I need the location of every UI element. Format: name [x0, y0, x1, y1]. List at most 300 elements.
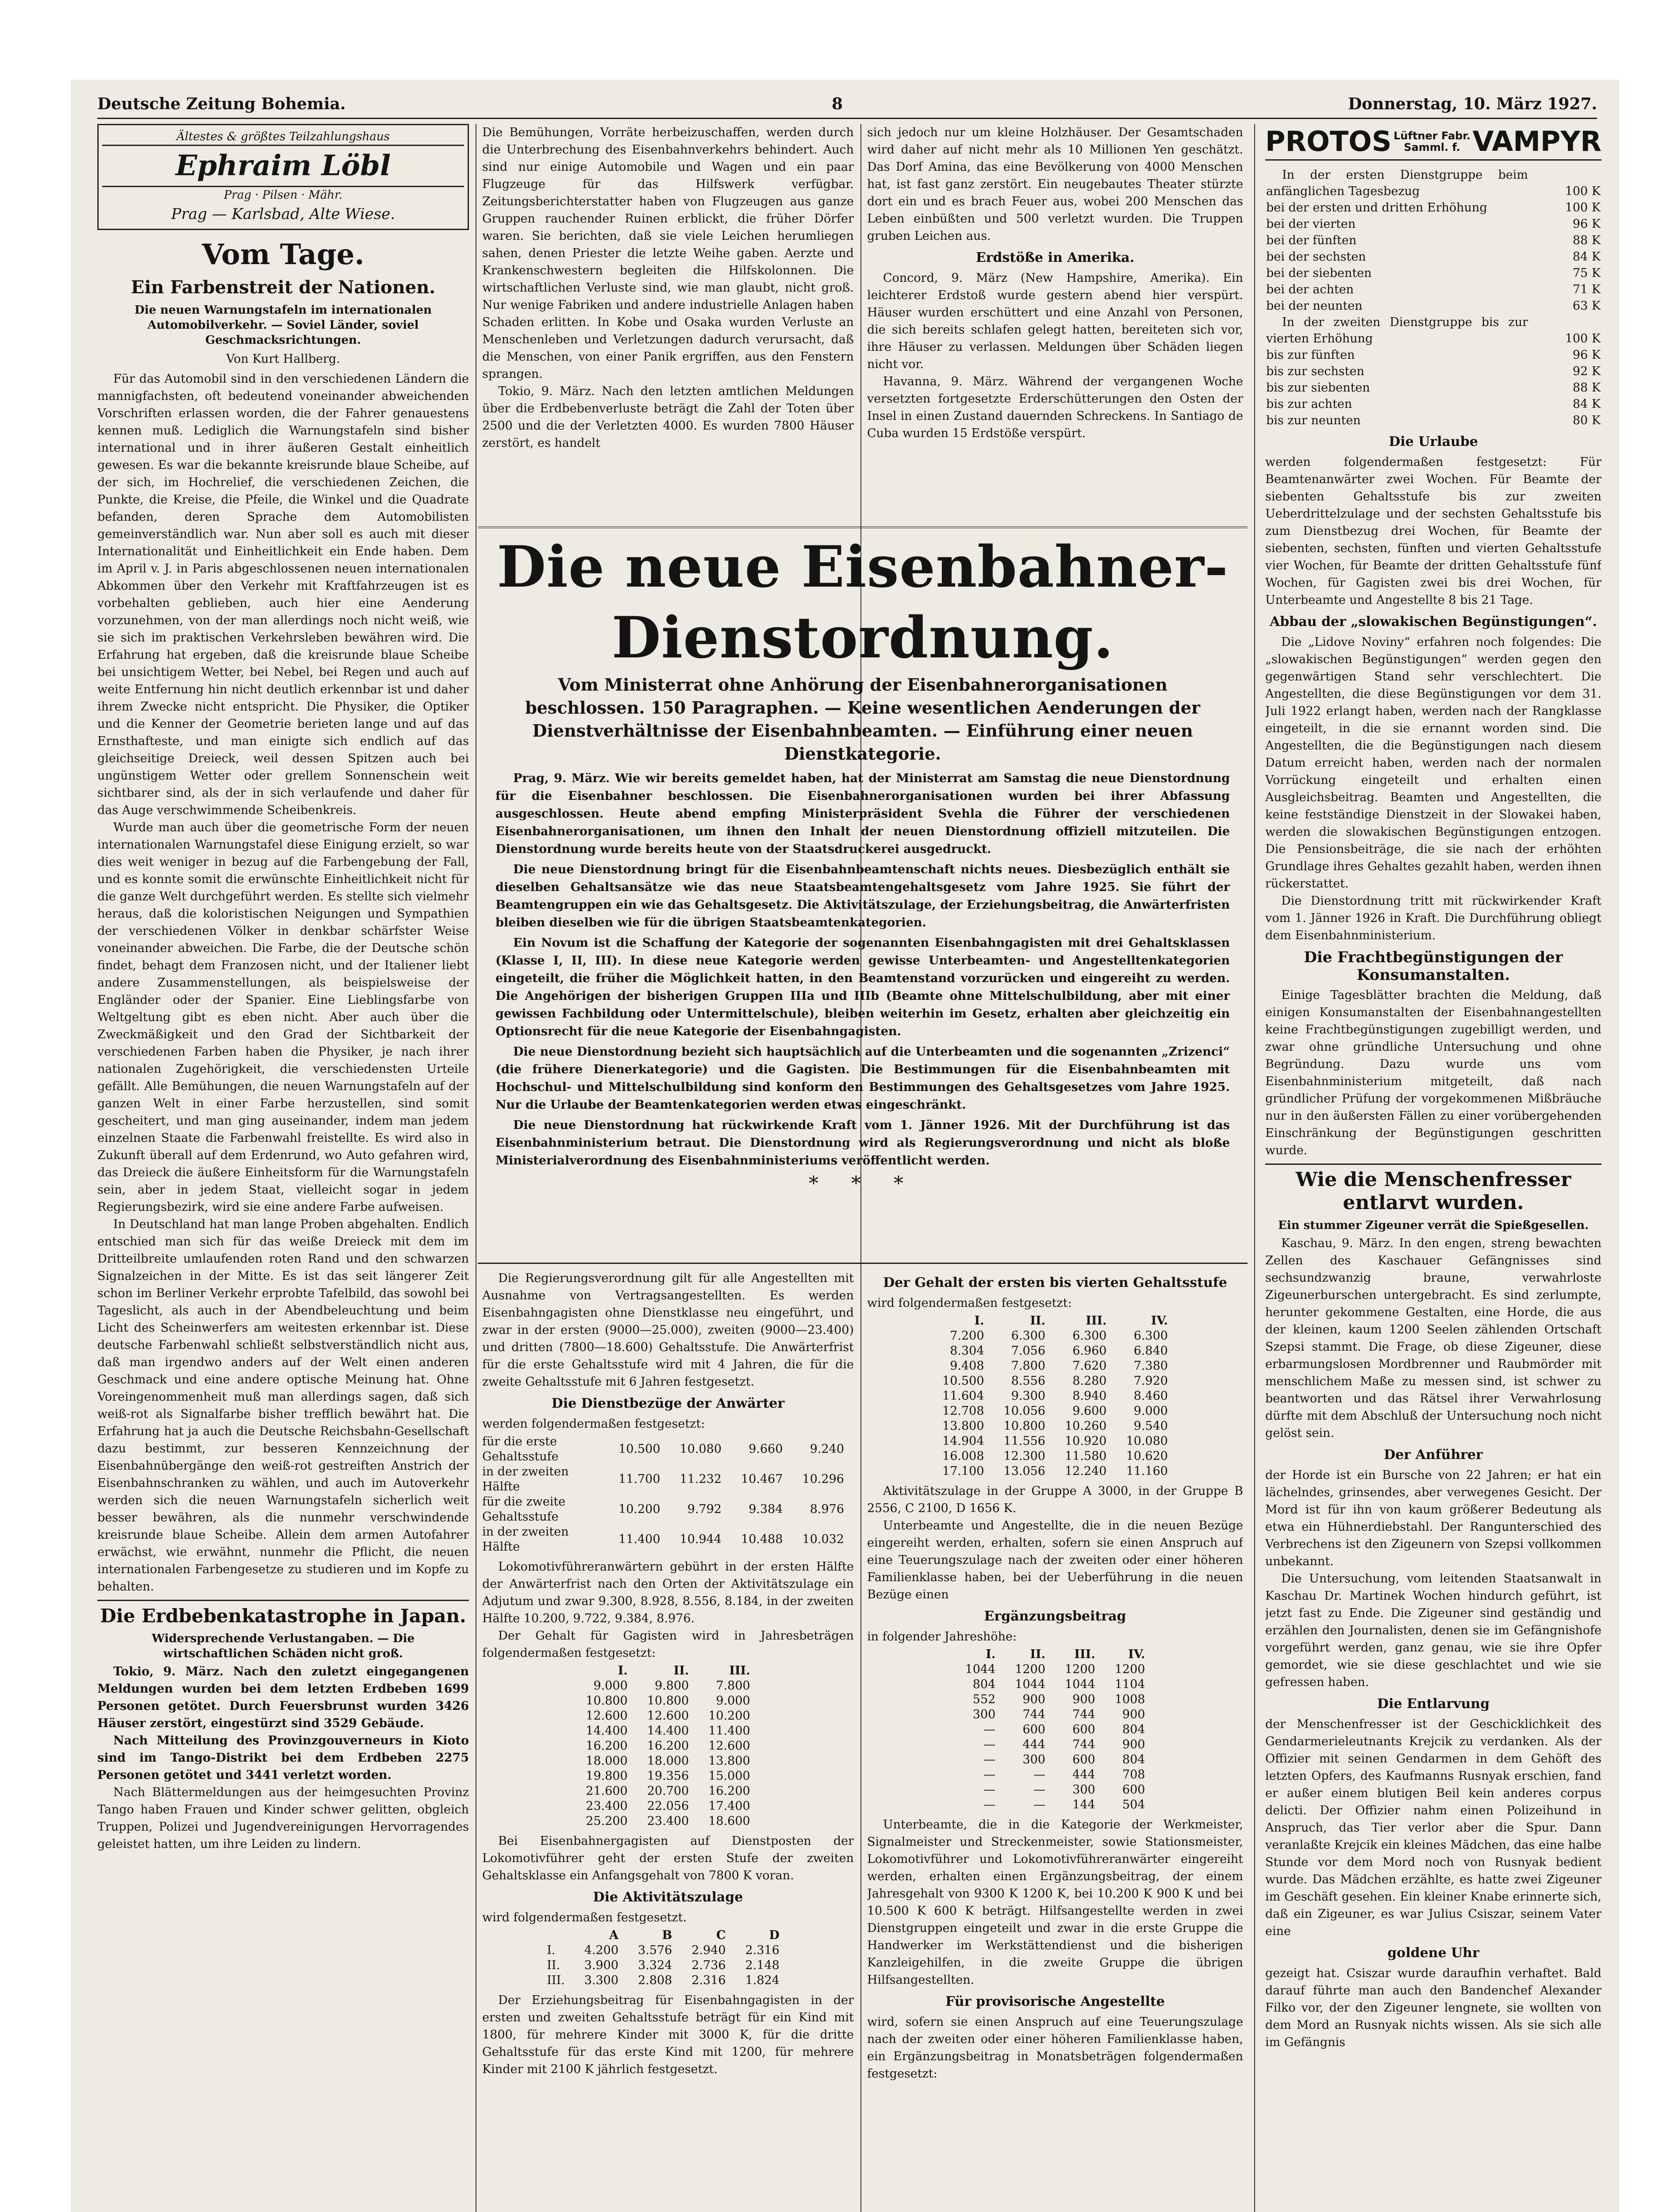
- table-cell: 9.300: [1011, 1389, 1045, 1403]
- table-cell: 10.500: [942, 1374, 984, 1388]
- table-cell: 11.700: [618, 1472, 660, 1486]
- column-header: A: [609, 1928, 618, 1942]
- rate-label: bis zur siebenten: [1266, 381, 1370, 395]
- table-row: [1265, 363, 1601, 380]
- paragraph: gezeigt hat. Csiszar wurde daraufhin verhaftet. Bald darauf führte man auch den Bandenchef Alexander Filko vor, der den Zigeuner lengnete, sie wollten von dem Mord an Rusnyak nichts wissen. Als sie sich alle im Gefängnis: [1265, 1966, 1601, 2049]
- table-cell: 7.800: [716, 1679, 750, 1693]
- table-cell: 11.160: [1126, 1464, 1168, 1478]
- divider: [97, 1600, 469, 1601]
- table-cell: 15.000: [708, 1769, 750, 1783]
- table-row: [1265, 412, 1601, 429]
- rate-value: 96 K: [1572, 348, 1601, 362]
- column-2-top: [482, 124, 854, 522]
- table-cell: 144: [1072, 1798, 1095, 1812]
- table-row: [933, 1389, 1178, 1404]
- table-cell: 9.384: [749, 1502, 783, 1516]
- table-cell: 23.400: [586, 1799, 628, 1813]
- table-cell: 10.800: [586, 1694, 628, 1708]
- heading-anwaerter: Die Dienstbezüge der Anwärter: [551, 1396, 785, 1411]
- table-cell: 744: [1072, 1708, 1095, 1721]
- table-row: [576, 1724, 760, 1739]
- table-cell: 11.580: [1065, 1449, 1107, 1463]
- table-cell: 10.800: [1003, 1419, 1045, 1433]
- table-row: [956, 1662, 1155, 1677]
- row-label: I.: [547, 1943, 556, 1957]
- table-row: [933, 1449, 1178, 1464]
- row-label: in der zweiten Hälfte: [482, 1525, 569, 1554]
- paragraph: Nach Mitteilung des Provinzgouverneurs in Kioto sind im Tango-Distrikt bei dem Erdbeben 2275 Personen getötet und 3441 verletzt worden.: [97, 1734, 469, 1782]
- column-header: B: [662, 1928, 672, 1942]
- rate-value: 96 K: [1572, 217, 1601, 231]
- paragraph: Die Bemühungen, Vorräte herbeizuschaffen, werden durch die Unterbrechung des Eisenbahnverkehrs behindert. Auch sind nur einige Automobile und Wagen und ein paar Flugzeuge für das Hilfswerk verfügbar. Zeitungsberichterstatter haben von Flugzeugen aus ganze Gruppen rauchender Ruinen erblickt, die früher Dörfer waren. Sie berichten, daß sie viele Leichen herumliegen sahen, denen Priester die letzte Weihe gaben. Aerzte und Krankenschwestern begleiten die Hilfskolonnen. Die wirtschaftlichen Verluste sind, wie man glaubt, nicht groß. Nur wenige Fabriken und andere industrielle Anlagen haben Schaden erlitten. In Kobe und Osaka wurden Verluste an Menschenleben und Verletzungen dadurch verursacht, daß die Menschen, von einer Panik ergriffen, aus den Fenstern sprangen.: [482, 126, 854, 381]
- newspaper-page: [71, 80, 1619, 2212]
- column-header: II.: [1030, 1314, 1045, 1328]
- table-row: [933, 1374, 1178, 1389]
- divider: [1265, 1164, 1601, 1165]
- heading-gehalt: Der Gehalt der ersten bis vierten Gehaltsstufe: [883, 1275, 1227, 1290]
- table-cell: 1200: [1065, 1663, 1095, 1676]
- paragraph: Die Regierungsverordnung gilt für alle Angestellten mit Ausnahme von Vertragsangestellten. Es werden Eisenbahngagisten ohne Dienstklasse neu eingeführt, und zwar in der ersten (9000—25.000), zweiten (9000—23.400) und dritten (7800—18.600) Gehaltsstufe. Die Anwärterfrist für die erste Gehaltsstufe wird mit 4 Jahren, die für die zweite Gehaltsstufe mit 6 Jahren festgesetzt.: [482, 1271, 854, 1389]
- table-cell: 900: [1122, 1738, 1145, 1751]
- paragraph: Tokio, 9. März. Nach den zuletzt eingegangenen Meldungen wurden bei dem letzten Erdbeben 1699 Personen getötet. Durch Feuersbrunst wurden 3426 Häuser zerstört, eingestürzt sind 3529 Gebäude.: [97, 1665, 469, 1730]
- table-anwaerter: [482, 1434, 854, 1555]
- paragraph: Tokio, 9. März. Nach den letzten amtlichen Meldungen über die Erdbebenverluste beträgt die Zahl der Toten über 2500 und die der Verletzten 4000. Es wurden 7800 Häuser zerstört, es handelt: [482, 384, 854, 450]
- article-title-japan: Die Erdbebenkatastrophe in Japan.: [100, 1605, 466, 1627]
- table-cell: 10.467: [741, 1472, 783, 1486]
- table-cell: 17.100: [942, 1464, 984, 1478]
- table-cell: 16.200: [708, 1784, 750, 1798]
- table-row: [956, 1752, 1155, 1767]
- header-rule: [97, 118, 1597, 119]
- table-rates-group-1: [1265, 167, 1601, 314]
- table-cell: 11.556: [1003, 1434, 1045, 1448]
- table-row: [933, 1464, 1178, 1479]
- table-cell: 18.000: [647, 1754, 689, 1768]
- rate-label: bei der achten: [1266, 283, 1354, 296]
- heading-frachtbeguenstigungen: Die Frachtbegünstigungen der Konsumanstalten.: [1304, 949, 1563, 984]
- table-cell: —: [983, 1798, 996, 1812]
- table-cell: 7.920: [1133, 1374, 1168, 1388]
- table-cell: 2.148: [745, 1959, 779, 1972]
- paragraph: Die neue Dienstordnung hat rückwirkende Kraft vom 1. Jänner 1926. Mit der Durchführung ist das Eisenbahnministerium betraut. Die Dienstordnung wird als Regierungsverordnung und nicht als bloße Ministerialverordnung des Eisenbahnministeriums veröffentlicht werden.: [495, 1118, 1230, 1167]
- byline: Von Kurt Hallberg.: [226, 352, 340, 366]
- table-cell: 11.232: [680, 1472, 722, 1486]
- table-row: [956, 1677, 1155, 1692]
- paragraph: Die neue Dienstordnung bringt für die Eisenbahnbeamtenschaft nichts neues. Diesbezüglich enthält sie dieselben Gehaltsansätze wie das neue Staatsbeamtengehaltsgesetz vom Jahre 1925. Sie führt der Beamtengruppen ein wie das Gehaltsgesetz. Die Aktivitätszulage, der Erziehungsbeitrag, die Anwärterfristen bleiben dieselben wie für die übrigen Staatsbeamtenkategorien.: [495, 863, 1230, 929]
- table-cell: 8.304: [950, 1344, 984, 1358]
- table-row: [956, 1782, 1155, 1797]
- rate-label: bei der sechsten: [1266, 250, 1366, 264]
- column-header: II.: [1030, 1647, 1045, 1661]
- table-cell: 8.940: [1072, 1389, 1107, 1403]
- row-label: in der zweiten Hälfte: [482, 1465, 569, 1494]
- article-subtitle-farbenstreit: Die neuen Warnungstafeln im internationalen Automobilverkehr. — Soviel Länder, soviel Geschmacksrichtungen.: [134, 303, 432, 347]
- table-row: [576, 1754, 760, 1769]
- column-rule-3: [1254, 124, 1255, 2212]
- table-cell: 23.400: [647, 1814, 689, 1828]
- table-cell: 19.356: [647, 1769, 689, 1783]
- table-row: [482, 1434, 854, 1464]
- table-cell: 1008: [1114, 1693, 1145, 1706]
- heading-entlarvung: Die Entlarvung: [1377, 1696, 1490, 1712]
- heading-abbau: Abbau der „slowakischen Begünstigungen“.: [1270, 614, 1597, 630]
- rate-label: bis zur neunten: [1266, 414, 1361, 427]
- table-cell: 900: [1022, 1693, 1045, 1706]
- table-rates-group-2: [1265, 314, 1601, 429]
- table-cell: 1200: [1114, 1663, 1145, 1676]
- table-cell: 1044: [1015, 1678, 1045, 1691]
- table-row: [576, 1678, 760, 1694]
- row-label: für die zweite Gehaltsstufe: [482, 1495, 566, 1524]
- rate-label: bis zur sechsten: [1266, 365, 1364, 378]
- column-header: III.: [1086, 1314, 1107, 1328]
- section-heading: Vom Tage.: [202, 238, 365, 271]
- paragraph: Unterbeamte und Angestellte, die in die neuen Bezüge eingereiht werden, erhalten, sofern sie einen Anspruch auf eine Teuerungszulage nach der zweiten oder einer höheren Familienklasse haben, bei der Ueberführung in die neuen Bezüge einen: [867, 1519, 1243, 1601]
- row-label: II.: [547, 1959, 561, 1972]
- heading-goldene-uhr: goldene Uhr: [1387, 1945, 1479, 1961]
- table-cell: 10.260: [1065, 1419, 1107, 1433]
- rate-label: bei der fünften: [1266, 234, 1357, 247]
- paragraph: Nach Blättermeldungen aus der heimgesuchten Provinz Tango haben Frauen und Kinder schwer gelitten, obgleich Truppen, Polizei und Jugendvereinigungen Hervorragendes geleistet hatten, um ihre Leiden zu lindern.: [97, 1786, 469, 1851]
- rate-value: 100 K: [1565, 184, 1601, 198]
- paragraph: Die „Lidove Noviny“ erfahren noch folgendes: Die „slowakischen Begünstigungen“ werden gegen den gegenwärtigen Stand sehr verschlechtert. Die Angestellten, die diese Begünstigungen vor dem 31. Juli 1922 erlangt haben, werden nach der Rangklasse eingeteilt, in die sie ernannt worden sind. Die Angestellten, die die Begünstigungen nach diesem Datum erreicht haben, werden nach der normalen Vorrückung eingeteilt und erhalten einen Ausgleichsbeitrag. Beamten und Angestellten, die keine festständige Dienstzeit in der Slowakei haben, werden die slowakischen Begünstigungen entzogen. Die Pensionsbeiträge, die sie nach der erhöhten Grundlage ihres Gehaltes gezahlt haben, werden ihnen rückerstattet.: [1265, 635, 1601, 891]
- table-cell: 10.032: [802, 1532, 844, 1546]
- paragraph: in folgender Jahreshöhe:: [867, 1630, 1017, 1644]
- paragraph: Wurde man auch über die geometrische Form der neuen internationalen Warnungstafel diese Einigung erzielt, so war dies weit weniger in bezug auf die Farbengebung der Fall, und es konnte somit die erwünschte Einheitlichkeit nicht für die ganze Welt durchgeführt werden. Es stellte sich vielmehr heraus, daß die koloristischen Neigungen und Sympathien der verschiedenen Völker in denkbar schärfster Weise voneinander abweichen. Die Farbe, die der Deutsche schön findet, behagt dem Franzosen nicht, und der Italiener liebt andere Zusammenstellungen, als beispielsweise der Engländer oder der Spanier. Eine Lieblingsfarbe von Weltgeltung gibt es eben nicht. Aber auch über die Zweckmäßigkeit und den Grad der Sichtbarkeit der verschiedenen Farben haben die Physiker, je nach ihrer nationalen Zugehörigkeit, die verschiedensten Urteile gefällt. Alle Bemühungen, die neuen Warnungstafeln auf der ganzen Welt in einer Farbe herzustellen, sind somit gescheitert, und man ging auseinander, indem man jedem einzelnen Staate die Farbenwahl freistellte. Es wird also in Zukunft überall auf dem Erdenrund, wo Auto gefahren wird, das Dreieck die äußere Einheitsform für die Warnungstafeln sein, aber in jedem Staat, vielleicht sogar in jedem Regierungsbezirk, wird sie eine andere Farbe aufweisen.: [97, 821, 469, 1214]
- table-row: [956, 1767, 1155, 1782]
- table-cell: 8.556: [1011, 1374, 1045, 1388]
- table-row: [1265, 281, 1601, 298]
- table-cell: 2.316: [745, 1943, 779, 1957]
- table-ergaenzungsbeitrag: [956, 1647, 1155, 1813]
- paragraph: Lokomotivführeranwärtern gebührt in der ersten Hälfte der Anwärterfrist nach den Orten der Aktivitätszulage ein Adjutum und zwar 9.300, 8.928, 8.556, 8.184, in der zweiten Hälfte 10.200, 9.722, 9.384, 8.976.: [482, 1560, 854, 1625]
- table-cell: 14.400: [586, 1724, 628, 1738]
- table-cell: 10.056: [1003, 1404, 1045, 1418]
- table-cell: 600: [1072, 1723, 1095, 1736]
- table-cell: 600: [1122, 1783, 1145, 1797]
- table-cell: 6.960: [1072, 1344, 1107, 1358]
- table-row: [956, 1722, 1155, 1737]
- article-title-farbenstreit: Ein Farbenstreit der Nationen.: [131, 277, 436, 298]
- table-cell: 9.000: [593, 1679, 628, 1693]
- rate-value: 100 K: [1565, 332, 1601, 346]
- table-cell: 1104: [1114, 1678, 1145, 1691]
- table-cell: 10.500: [618, 1442, 660, 1456]
- rate-value: 80 K: [1572, 414, 1601, 427]
- main-article-box: [478, 526, 1248, 1264]
- table-cell: 3.324: [638, 1959, 672, 1972]
- table-cell: 8.280: [1072, 1374, 1107, 1388]
- table-cell: 10.080: [680, 1442, 722, 1456]
- column-header: IV.: [1151, 1314, 1168, 1328]
- table-cell: 504: [1122, 1798, 1145, 1812]
- table-cell: 600: [1022, 1723, 1045, 1736]
- paragraph: sich jedoch nur um kleine Holzhäuser. Der Gesamtschaden wird daher auf nicht mehr als 10 Millionen Yen geschätzt. Das Dorf Amina, das eine Bevölkerung von 4000 Menschen hat, ist fast ganz zerstört. Ein neugebautes Theater stürzte dort ein und es brach Feuer aus, wobei 200 Menschen das Leben einbüßten und 500 verletzt wurden. Die Truppen gruben Leichen aus.: [867, 126, 1243, 243]
- column-header: III.: [1074, 1647, 1095, 1661]
- table-cell: 10.944: [680, 1532, 722, 1546]
- table-cell: 11.400: [618, 1532, 660, 1546]
- main-article-title: Die neue Eisenbahner-Dienstordnung.: [497, 534, 1229, 671]
- table-cell: 7.800: [1011, 1359, 1045, 1373]
- table-row: [956, 1692, 1155, 1707]
- table-row: [547, 1958, 789, 1973]
- rate-label: bei der neunten: [1266, 299, 1363, 313]
- rate-label: In der ersten Dienstgruppe beim anfänglichen Tagesbezug: [1266, 168, 1528, 198]
- masthead-paper-name: Deutsche Zeitung Bohemia.: [97, 95, 346, 113]
- table-row: [482, 1464, 854, 1494]
- table-cell: 444: [1072, 1768, 1095, 1782]
- paragraph: Havanna, 9. März. Während der vergangenen Woche versetzten fortgesetzte Erderschütterungen den Osten der Insel in einen Zustand dauernden Schreckens. In Santiago de Cuba wurden 15 Erdstöße verspürt.: [867, 375, 1243, 440]
- paragraph: Einige Tagesblätter brachten die Meldung, daß einigen Konsumanstalten der Eisenbahnangestellten keine Frachtbegünstigungen zugebilligt werden, und zwar ohne gründliche Untersuchung und ohne Begründung. Dazu wurde uns vom Eisenbahnministerium mitgeteilt, daß nach gründlicher Prüfung der vorgekommenen Mißbräuche nur in den äußersten Fällen zu einer vorübergehenden Einschränkung der Begünstigungen geschritten wurde.: [1265, 988, 1601, 1157]
- article-subtitle-japan: Widersprechende Verlustangaben. — Die wirtschaftlichen Schäden nicht groß.: [151, 1632, 415, 1660]
- table-row: [956, 1737, 1155, 1752]
- rate-value: 92 K: [1572, 365, 1601, 378]
- table-cell: 10.200: [618, 1502, 660, 1516]
- table-row: [956, 1707, 1155, 1722]
- table-cell: 16.200: [647, 1739, 689, 1753]
- table-row: [576, 1769, 760, 1784]
- table-cell: 804: [1122, 1723, 1145, 1736]
- table-cell: 3.300: [584, 1974, 618, 1987]
- column-header: I.: [974, 1314, 984, 1328]
- ad-protos-mid: Lüftner Fabr. Samml. f.: [1394, 130, 1471, 154]
- heading-aktivitaetszulage: Die Aktivitätszulage: [593, 1889, 743, 1905]
- paragraph: Aktivitätszulage in der Gruppe A 3000, in der Gruppe B 2556, C 2100, D 1656 K.: [867, 1484, 1243, 1515]
- table-cell: 444: [1022, 1738, 1045, 1751]
- rate-label: bei der vierten: [1266, 217, 1356, 231]
- table-cell: 12.600: [708, 1739, 750, 1753]
- table-cell: 11.400: [708, 1724, 750, 1738]
- page-number: 8: [832, 95, 843, 113]
- paragraph: Ein Novum ist die Schaffung der Kategorie der sogenannten Eisenbahngagisten mit drei Gehaltsklassen (Klasse I, II, III). In diese neue Kategorie werden gewisse Unterbeamten- und Angestelltenkategorien eingeteilt, die früher die Möglichkeit hatten, in den Beamtenstand vorzurücken und eingereiht zu werden. Die Angehörigen der bisherigen Gruppen IIIa und IIIb (Beamte ohne Mittelschulbildung, aber mit einer gewissen Fachbildung oder Untermittelschule), bleiben weiterhin im Gesetz, erhalten aber gleichzeitig ein Optionsrecht für die neue Kategorie der Eisenbahngagisten.: [495, 936, 1230, 1038]
- table-cell: 9.000: [1133, 1404, 1168, 1418]
- heading-ergaenzungsbeitrag: Ergänzungsbeitrag: [984, 1609, 1126, 1624]
- table-cell: 4.200: [584, 1943, 618, 1957]
- ad-protos-left: PROTOS: [1265, 125, 1392, 157]
- table-cell: 9.792: [687, 1502, 722, 1516]
- paragraph: wird folgendermaßen festgesetzt.: [482, 1911, 687, 1924]
- paragraph: der Menschenfresser ist der Geschicklichkeit des Gendarmerieleutnants Krejcik zu verdanken. Als der Offizier mit seinen Gendarmen in dem Gehöft des letzten Opfers, des Kaufmanns Rusnyak erschien, fand er außer einem blutigen Beil kein anderes corpus delicti. Der Offizier nahm einen Polizeihund in Anspruch, das Tier verlor aber die Spur. Dann veranlaßte Krejcik ein kleines Mädchen, das eine halbe Stunde vor dem Mord noch von Rusnyak bedient wurde. Das Mädchen erzählte, es hatte zwei Zigeuner im Geschäft gesehen. Ein kleiner Knabe erinnerte sich, daß ein Zigeuner, es war Julius Csiszar, seinem Vater eine: [1265, 1717, 1601, 1938]
- column-header: I.: [986, 1647, 996, 1661]
- rate-value: 75 K: [1572, 266, 1601, 280]
- column-header: II.: [673, 1664, 689, 1678]
- column-header: III.: [729, 1664, 750, 1678]
- table-cell: 900: [1122, 1708, 1145, 1721]
- table-cell: 1044: [965, 1663, 996, 1676]
- advertisement-protos: [1265, 124, 1601, 161]
- table-cell: 3.576: [638, 1943, 672, 1957]
- table-row: [1265, 396, 1601, 412]
- table-cell: 2.736: [691, 1959, 726, 1972]
- paragraph: wird folgendermaßen festgesetzt:: [867, 1296, 1072, 1310]
- table-row: [933, 1419, 1178, 1434]
- table-cell: 6.300: [1072, 1329, 1107, 1343]
- table-row: [576, 1814, 760, 1829]
- main-article-body: [478, 765, 1248, 1170]
- table-row: [1265, 216, 1601, 232]
- table-cell: 744: [1022, 1708, 1045, 1721]
- table-cell: 9.240: [810, 1442, 844, 1456]
- table-row: [1265, 249, 1601, 265]
- heading-anfuehrer: Der Anführer: [1384, 1447, 1483, 1463]
- rate-value: 63 K: [1572, 299, 1601, 313]
- table-row: [933, 1344, 1178, 1359]
- paragraph: Concord, 9. März (New Hampshire, Amerika). Ein leichterer Erdstoß wurde gestern abend hier verspürt. Häuser wurden erschüttert und eine Anzahl von Personen, die sich bereits schlafen gelegt hatten, bereiteten sich vor, ihre Häuser zu verlassen. Meldungen über Schäden liegen nicht vor.: [867, 271, 1243, 371]
- masthead-date: Donnerstag, 10. März 1927.: [1348, 95, 1597, 113]
- table-cell: —: [983, 1768, 996, 1782]
- section-stars: * * *: [809, 1172, 917, 1195]
- rate-label: In der zweiten Dienstgruppe bis zur vierten Erhöhung: [1266, 315, 1528, 346]
- paragraph: In Deutschland hat man lange Proben abgehalten. Endlich entschied man sich für das weiße Dreieck mit dem im Dritteilbreite umlaufenden roten Rand und den schwarzen Signalzeichen in der Mitte. Es ist das seit längerer Zeit schon im Berliner Verkehr erprobte Tafelbild, das sowohl bei Tageslicht, als auch in der Abendbeleuchtung und beim Licht des Scheinwerfers am weitesten erkennbar ist. Diese deutsche Farbenwahl schließt selbstverständlich nicht aus, daß man irgendwo anders auf der Welt einen anderen Geschmack und eine andere optische Meinung hat. Ohne Voreingenommenheit muß man allerdings sagen, daß sich weiß-rot als Signalfarbe bisher trefflich bewährt hat. Die Erfahrung hat ja auch die Deutsche Reichsbahn-Gesellschaft dazu bestimmt, zur besseren Kennzeichnung der Eisenbahnübergänge den weiß-rot gestreiften Anstrich der Eisenbahnschranken zu wählen, und auch im Autoverkehr werden sich die neuen Warnungstafeln sicherlich weit besser bewähren, als die nunmehr verschwindende kreisrunde blaue Scheibe. Allein dem armen Autofahrer erwächst, wie erwähnt, nunmehr die Pflicht, die neuen internationalen Farbengesetze zu studieren und im Kopfe zu behalten.: [97, 1217, 469, 1594]
- article-title-menschenfresser: Wie die Menschenfresser entlarvt wurden.: [1295, 1168, 1571, 1214]
- table-row: [547, 1973, 789, 1988]
- table-cell: —: [983, 1783, 996, 1797]
- table-cell: 12.300: [1003, 1449, 1045, 1463]
- table-cell: 11.604: [942, 1389, 984, 1403]
- table-cell: 12.240: [1065, 1464, 1107, 1478]
- table-cell: 6.300: [1133, 1329, 1168, 1343]
- table-cell: 13.800: [942, 1419, 984, 1433]
- table-cell: 9.800: [654, 1679, 689, 1693]
- table-cell: 3.900: [584, 1959, 618, 1972]
- table-row: [576, 1739, 760, 1754]
- table-cell: 16.200: [586, 1739, 628, 1753]
- table-row: [1265, 200, 1601, 216]
- heading-urlaube: Die Urlaube: [1389, 434, 1478, 449]
- table-cell: 9.600: [1072, 1404, 1107, 1418]
- table-cell: 12.600: [647, 1709, 689, 1723]
- rate-value: 88 K: [1572, 234, 1601, 247]
- table-row: [576, 1694, 760, 1709]
- table-cell: 300: [972, 1708, 996, 1721]
- row-label: III.: [547, 1974, 565, 1987]
- article-subtitle-menschenfresser: Ein stummer Zigeuner verrät die Spießgesellen.: [1278, 1219, 1589, 1232]
- table-row: [1265, 380, 1601, 396]
- table-cell: 10.080: [1126, 1434, 1168, 1448]
- table-cell: —: [1033, 1768, 1045, 1782]
- table-row: [576, 1709, 760, 1724]
- table-cell: 552: [972, 1693, 996, 1706]
- table-cell: 25.200: [586, 1814, 628, 1828]
- paragraph: Prag, 9. März. Wie wir bereits gemeldet haben, hat der Ministerrat am Samstag die neue Dienstordnung für die Eisenbahner beschlossen. Die Eisenbahnerorganisationen wurden bei ihrer Abfassung ausgeschlossen. Heute abend empfing Ministerpräsident Svehla die Führer der verschiedenen Eisenbahnerorganisationen, um ihnen den Inhalt der neuen Dienstordnung offiziell mitzuteilen. Die Dienstordnung wurde bereits heute von der Staatsdruckerei ausgedruckt.: [495, 772, 1230, 856]
- table-row: [1265, 347, 1601, 363]
- table-cell: 2.808: [638, 1974, 672, 1987]
- table-cell: —: [983, 1738, 996, 1751]
- table-cell: 2.940: [691, 1943, 726, 1957]
- table-row: [956, 1797, 1155, 1813]
- table-cell: 600: [1072, 1753, 1095, 1767]
- paragraph: Der Erziehungsbeitrag für Eisenbahngagisten in der ersten und zweiten Gehaltsstufe beträgt für ein Kind mit 1800, für mehrere Kinder mit 3000 K, für die dritte Gehaltsstufe für das erste Kind mit 1200, für mehrere Kinder mit 2100 K jährlich festgesetzt.: [482, 1993, 854, 2076]
- table-row: [482, 1494, 854, 1525]
- paragraph: Unterbeamte, die in die Kategorie der Werkmeister, Signalmeister und Streckenmeister, sowie Stationsmeister, Lokomotivführer und Lokomotivführeranwärter eingereiht werden, erhalten einen Ergänzungsbeitrag, der einem Jahresgehalt von 9300 K 1200 K, bei 10.200 K 900 K und bei 10.500 K 600 K beträgt. Hilfsangestellte werden in zwei Dienstgruppen eingeteilt und zwar in die erste Gruppe die Handwerker im Werkstättendienst und die bisherigen Kanzleigehilfen, in die zweite Gruppe die übrigen Hilfsangestellten.: [867, 1818, 1243, 1987]
- article-title-amerika: Erdstöße in Amerika.: [975, 250, 1135, 265]
- rate-value: 84 K: [1572, 250, 1601, 264]
- table-cell: 14.904: [942, 1434, 984, 1448]
- table-row: [1265, 232, 1601, 249]
- main-article-subtitle: Vom Ministerrat ohne Anhörung der Eisenbahnerorganisationen beschlossen. 150 Paragraphen. — Keine wesentlichen Aenderungen der Dienstverhältnisse der Eisenbahnbeamten. — Einführung einer neuen Dienstkategorie.: [525, 675, 1200, 764]
- rate-label: bis zur fünften: [1266, 348, 1355, 362]
- table-row: [933, 1434, 1178, 1449]
- ad-logo-text: Ephraim Löbl: [102, 145, 464, 187]
- table-cell: 10.200: [708, 1709, 750, 1723]
- table-cell: 7.380: [1133, 1359, 1168, 1373]
- paragraph: Die Dienstordnung tritt mit rückwirkender Kraft vom 1. Jänner 1926 in Kraft. Die Durchführung obliegt dem Eisenbahnministerium.: [1265, 894, 1601, 942]
- table-cell: 6.840: [1133, 1344, 1168, 1358]
- table-row: [547, 1943, 789, 1958]
- table-cell: 708: [1122, 1768, 1145, 1782]
- paragraph: Die Untersuchung, vom leitenden Staatsanwalt in Kaschau Dr. Martinek Wochen hindurch geführt, ist jetzt fast zu Ende. Die Zigeuner sind geständig und erzählen den Journalisten, denen sie im Gefängnishofe vorgeführt werden, ganz genau, wie sie ihre Opfer gemordet, wie sie diese geschlachtet und wie sie gefressen haben.: [1265, 1572, 1601, 1689]
- table-cell: 9.000: [716, 1694, 750, 1708]
- table-row: [1265, 298, 1601, 314]
- table-cell: 8.460: [1133, 1389, 1168, 1403]
- paragraph: Bei Eisenbahnergagisten auf Dienstposten der Lokomotivführer geht der ersten Stufe der zweiten Gehaltsklasse ein Anfangsgehalt von 7800 K voran.: [482, 1834, 854, 1882]
- table-cell: 18.000: [586, 1754, 628, 1768]
- table-cell: 10.620: [1126, 1449, 1168, 1463]
- table-cell: —: [983, 1723, 996, 1736]
- paragraph: der Horde ist ein Bursche von 22 Jahren; er hat ein lächelndes, grinsendes, aber verwegenes Gesicht. Der Mord ist für ihn von kaum größerer Bedeutung als etwa ein Hühnerdiebstahl. Der Rangunterschied des Verbrechens ist den Zigeunern von Szepsi vollkommen unbekannt.: [1265, 1468, 1601, 1568]
- table-cell: 21.600: [586, 1784, 628, 1798]
- table-cell: 300: [1072, 1783, 1095, 1797]
- ad-subline: Prag · Pilsen · Mähr.: [224, 188, 342, 202]
- table-cell: 19.800: [586, 1769, 628, 1783]
- table-cell: 1044: [1065, 1678, 1095, 1691]
- paragraph: Für das Automobil sind in den verschiedenen Ländern die mannigfachsten, oft bedeutend voneinander abweichenden Vorschriften erlassen worden, die der Fahrer genauestens kennen muß. Lediglich die Warnungstafeln sind bisher international und in ihrer äußeren Gestalt einheitlich gewesen. Es war die bekannte kreisrunde blaue Scheibe, auf der sich, im Hochrelief, die verschiedenen Zeichen, die Punkte, die Kreise, die Pfeile, die Winkel und die Quadrate befanden, deren Sprache dem Automobilisten gemeinverständlich war. Nun aber soll es auch mit dieser Internationalität und Einheitlichkeit ein Ende haben. Dem im April v. J. in Paris abgeschlossenen neuen internationalen Abkommen über den Verkehr mit Kraftfahrzeugen ist es vorbehalten geblieben, auch hier eine Aenderung vorzunehmen, von der man allerdings noch nicht weiß, wie sie sich im praktischen Verkehrsleben bewähren wird. Die Erfahrung hat ergeben, daß die kreisrunde blaue Scheibe bei unsichtigem Wetter, bei Nebel, bei Regen und auch auf weite Entfernung hin nicht deutlich erkennbar ist und daher ihrem Zwecke nicht entspricht. Die Physiker, die Optiker und die Kenner der Geometrie berieten lange und auf das Ernsthafteste, und man einigte sich endlich auf das gleichseitige Dreieck, weil dessen Spitzen auch bei ungünstigem Wetter oder grellem Sonnenschein weit sichtbarer sind, als der in sich verlaufende und daher für das Auge verschwimmende Scheibenkreis.: [97, 372, 469, 817]
- rate-value: 84 K: [1572, 397, 1601, 411]
- table-cell: 16.008: [942, 1449, 984, 1463]
- table-cell: 804: [972, 1678, 996, 1691]
- rate-label: bei der siebenten: [1266, 266, 1372, 280]
- table-cell: 900: [1072, 1693, 1095, 1706]
- paragraph: Die neue Dienstordnung bezieht sich hauptsächlich auf die Unterbeamten und die sogenannten „Zrizenci“ (die frühere Dienerkategorie) und die Gagisten. Die Bestimmungen für die Eisenbahnbeamten mit Hochschul- und Mittelschulbildung sind konform den Bestimmungen des Gehaltsgesetzes vom Jahre 1925. Nur die Urlaube der Beamtenkategorien werden etwas eingeschränkt.: [495, 1045, 1230, 1112]
- column-1: [97, 124, 469, 2212]
- table-cell: 6.300: [1011, 1329, 1045, 1343]
- paragraph: werden folgendermaßen festgesetzt: Für Beamtenanwärter zwei Wochen. Für Beamte der siebenten Gehaltsstufe bis zur zweiten Ueberdrittelzulage und der sechsten Gehaltsstufe bis zum Dienstbezug drei Wochen, für Beamte der siebenten, sechsten, fünften und vierten Gehaltsstufe vier Wochen, für Beamte der dritten Gehaltsstufe fünf Wochen, für Gagisten zwei bis drei Wochen, für Unterbeamte und Angestellte 8 bis 21 Tage.: [1265, 455, 1601, 607]
- table-cell: —: [983, 1753, 996, 1767]
- paragraph: wird, sofern sie einen Anspruch auf eine Teuerungszulage nach der zweiten oder einer höheren Familienklasse haben, ein Ergänzungsbeitrag in Monatsbeträgen folgendermaßen festgesetzt:: [867, 2015, 1243, 2081]
- table-cell: 10.296: [802, 1472, 844, 1486]
- table-cell: 1200: [1015, 1663, 1045, 1676]
- table-cell: 13.800: [708, 1754, 750, 1768]
- table-row: [576, 1799, 760, 1814]
- heading-provisorische: Für provisorische Angestellte: [945, 1994, 1165, 2009]
- rate-value: 100 K: [1565, 201, 1601, 215]
- row-label: für die erste Gehaltsstufe: [482, 1435, 559, 1463]
- masthead: [97, 88, 1597, 115]
- rate-value: 71 K: [1572, 283, 1601, 296]
- table-cell: 1.824: [745, 1974, 779, 1987]
- table-cell: 804: [1122, 1753, 1145, 1767]
- rate-label: bei der ersten und dritten Erhöhung: [1266, 201, 1487, 215]
- column-4: [1265, 124, 1601, 2212]
- rate-value: 88 K: [1572, 381, 1601, 395]
- column-header: I.: [618, 1664, 628, 1678]
- ad-protos-right: VAMPYR: [1472, 125, 1601, 157]
- ad-address: Prag — Karlsbad, Alte Wiese.: [171, 205, 396, 223]
- column-header: IV.: [1128, 1647, 1145, 1661]
- table-cell: 7.200: [950, 1329, 984, 1343]
- table-cell: 12.708: [942, 1404, 984, 1418]
- table-cell: 8.976: [810, 1502, 844, 1516]
- table-cell: 10.800: [647, 1694, 689, 1708]
- table-cell: 300: [1022, 1753, 1045, 1767]
- column-3-lower: [867, 1270, 1243, 2212]
- table-cell: —: [1033, 1798, 1045, 1812]
- table-cell: 22.056: [647, 1799, 689, 1813]
- table-cell: 7.620: [1072, 1359, 1107, 1373]
- table-cell: 20.700: [647, 1784, 689, 1798]
- column-3-top: [867, 124, 1243, 522]
- table-aktivitaetszulage: [547, 1928, 789, 1988]
